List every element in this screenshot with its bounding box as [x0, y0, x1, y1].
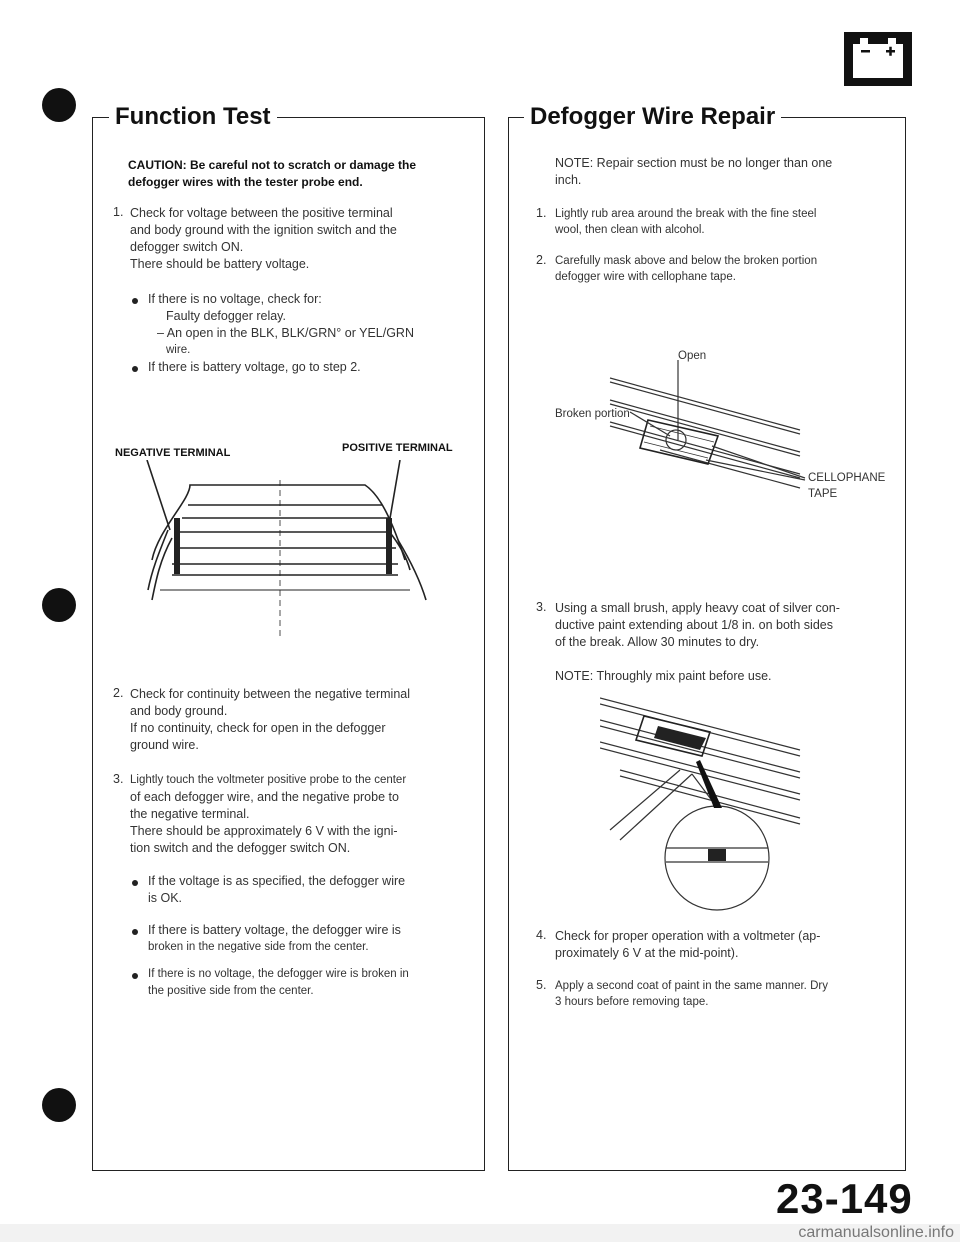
step-number: 5. [536, 978, 547, 992]
step-text: the negative terminal. [130, 807, 250, 821]
bullet-text: If there is battery voltage, go to step 2. [148, 360, 361, 374]
binder-hole-icon [42, 588, 76, 622]
binder-hole-icon [42, 88, 76, 122]
step-text: of each defogger wire, and the negative probe to [130, 790, 399, 804]
step-text: There should be battery voltage. [130, 257, 310, 271]
step-text: Carefully mask above and below the broken portion [555, 255, 818, 267]
note-text: NOTE: Throughly mix paint before use. [555, 669, 772, 683]
step-text: Lightly rub area around the break with the fine steel [555, 208, 817, 220]
bullet-text: If there is no voltage, the defogger wire is broken in [148, 968, 409, 980]
step-text: Lightly touch the voltmeter positive probe to the center [130, 774, 407, 786]
defogger-wire-repair-title: Defogger Wire Repair [524, 103, 781, 131]
battery-icon [844, 32, 912, 86]
note-text: inch. [555, 173, 582, 187]
step-text: and body ground with the ignition switch and the [130, 223, 397, 237]
binder-hole-icon [42, 1088, 76, 1122]
step-text: Check for continuity between the negative terminal [130, 687, 411, 701]
step-text: Check for proper operation with a voltmeter (ap- [555, 929, 821, 943]
step-number: 2. [536, 253, 547, 267]
bullet-icon [132, 366, 138, 372]
bullet-text: is OK. [148, 891, 183, 905]
step-number: 1. [536, 206, 547, 220]
step-text: Using a small brush, apply heavy coat of silver con- [555, 601, 840, 615]
bullet-icon [132, 929, 138, 935]
cellophane-tape-label: TAPE [808, 488, 838, 500]
step-text: Apply a second coat of paint in the same manner. Dry [555, 980, 828, 992]
watermark-link[interactable]: carmanualsonline.info [798, 1224, 954, 1241]
step-text: Check for voltage between the positive terminal [130, 206, 393, 220]
step-text: ground wire. [130, 738, 199, 752]
step-text: ductive paint extending about 1/8 in. on both sides [555, 618, 833, 632]
bullet-text: If the voltage is as specified, the defogger wire [148, 874, 406, 888]
positive-terminal-label: POSITIVE TERMINAL [342, 442, 453, 454]
rear-window-diagram [130, 460, 460, 640]
bullet-icon [132, 880, 138, 886]
negative-terminal-label: NEGATIVE TERMINAL [115, 447, 231, 459]
broken-portion-label: Broken portion [555, 408, 630, 420]
step-number: 2. [113, 686, 124, 700]
step-number: 3. [113, 772, 124, 786]
page-number: 23-149 [776, 1175, 913, 1222]
note-text: NOTE: Repair section must be no longer than one [555, 156, 833, 170]
sub-item-text: Faulty defogger relay. [166, 309, 286, 323]
step-number: 4. [536, 928, 547, 942]
bullet-icon [132, 973, 138, 979]
caution-text: CAUTION: Be careful not to scratch or damage the defogger wires with the tester probe end. [128, 158, 417, 189]
open-label: Open [678, 350, 707, 362]
cellophane-tape-label: CELLOPHANE [808, 472, 886, 484]
function-test-title: Function Test [109, 103, 277, 131]
bullet-text: If there is battery voltage, the defogger wire is [148, 923, 401, 937]
masking-tape-diagram [600, 360, 810, 510]
step-text: and body ground. [130, 704, 228, 718]
bullet-text: broken in the negative side from the center. [148, 941, 369, 953]
bullet-text: the positive side from the center. [148, 985, 314, 997]
step-text: defogger switch ON. [130, 240, 244, 254]
step-text: defogger wire with cellophane tape. [555, 271, 736, 283]
step-number: 3. [536, 600, 547, 614]
step-text: There should be approximately 6 V with the igni- [130, 824, 398, 838]
step-text: wool, then clean with alcohol. [555, 224, 705, 236]
step-text: tion switch and the defogger switch ON. [130, 841, 351, 855]
step-text: If no continuity, check for open in the defogger [130, 721, 386, 735]
sub-item-text: – An open in the BLK, BLK/GRN° or YEL/GRN [157, 326, 414, 340]
step-number: 1. [113, 205, 124, 219]
function-test-box [92, 117, 485, 1171]
bullet-text: If there is no voltage, check for: [148, 292, 322, 306]
step-text: 3 hours before removing tape. [555, 996, 709, 1008]
sub-item-text: wire. [166, 344, 191, 356]
step-text: of the break. Allow 30 minutes to dry. [555, 635, 760, 649]
bullet-icon [132, 298, 138, 304]
paint-repair-diagram [600, 690, 840, 915]
step-text: proximately 6 V at the mid-point). [555, 946, 739, 960]
